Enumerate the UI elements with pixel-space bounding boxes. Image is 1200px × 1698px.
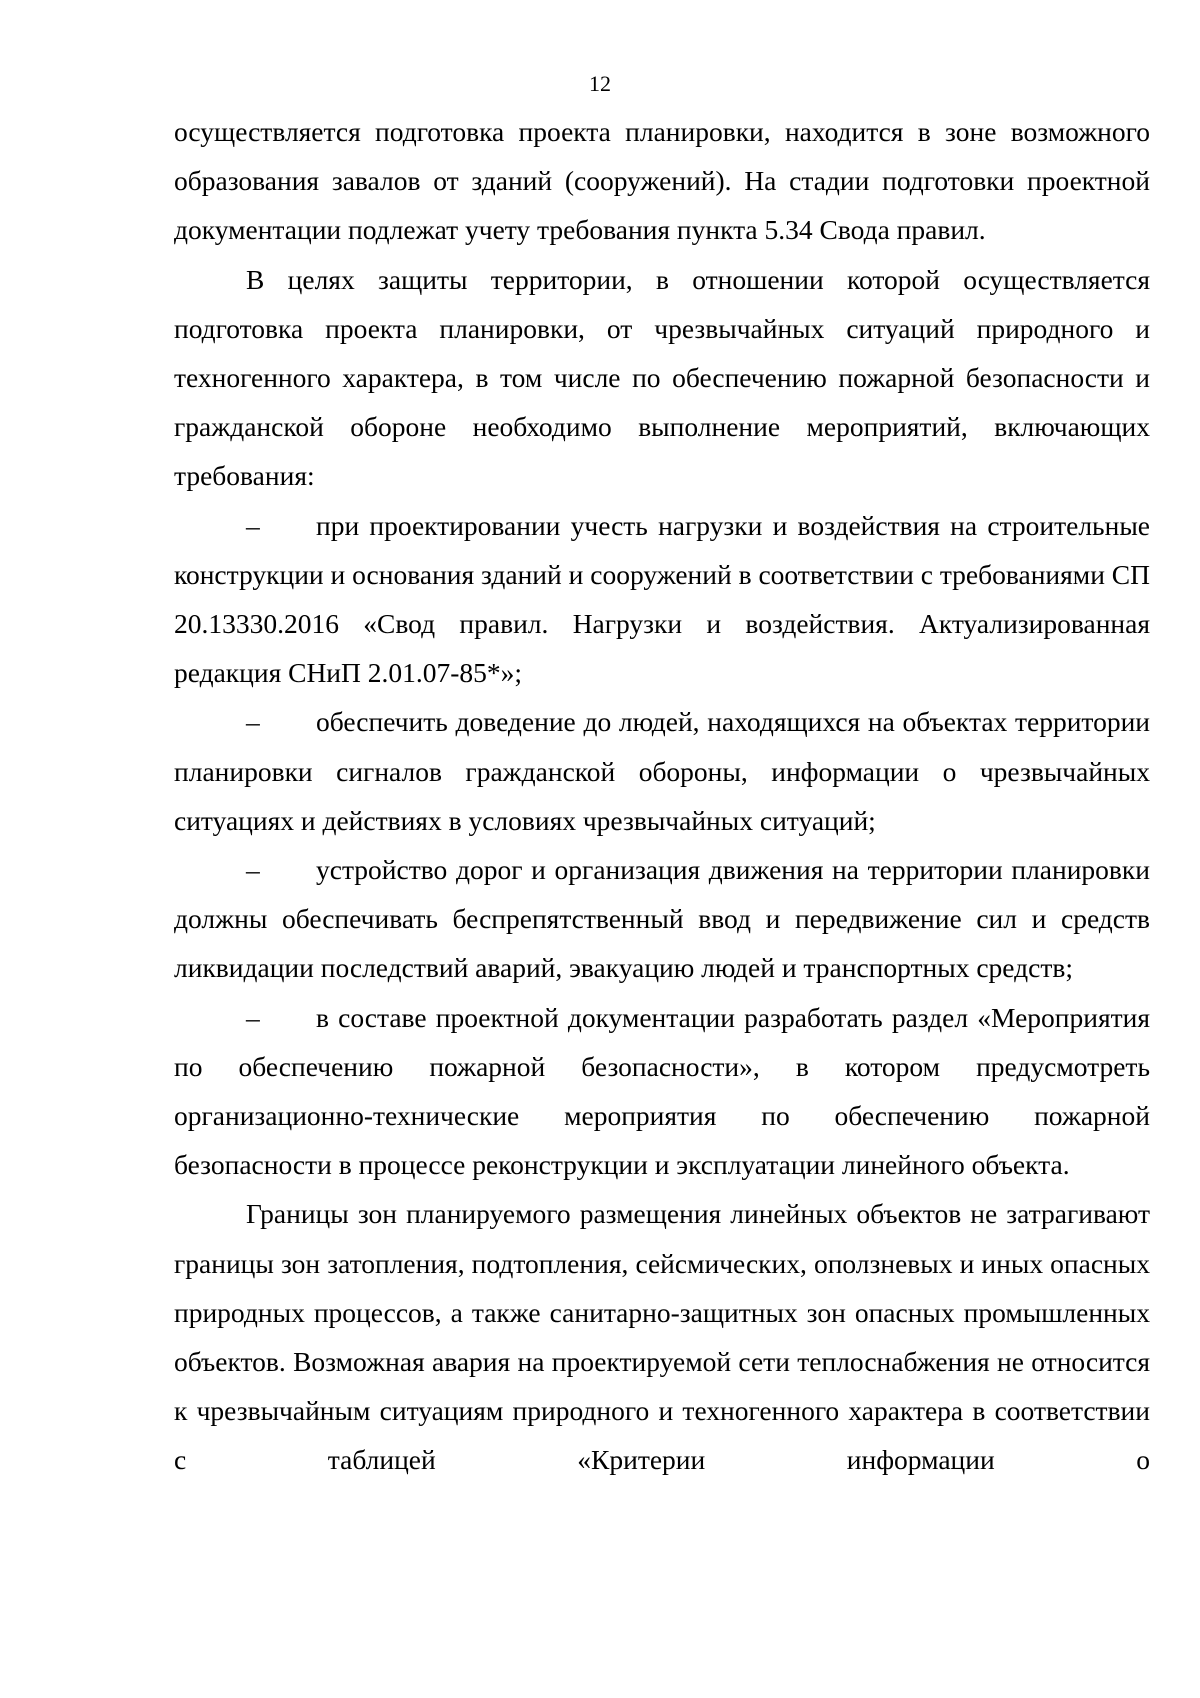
- list-item-signals: [174, 697, 1150, 845]
- list-item-text: при проектировании учесть нагрузки и воздействия на строительные конструкции и основания зданий и сооружений в соответствии с требованиями СП 20.13330.2016 «Свод правил. Нагрузки и воздействия. Актуализированная редакция СНиП 2.01.07-85*»;: [174, 509, 1150, 689]
- list-dash: –: [246, 509, 260, 541]
- list-item-fire-safety: [174, 993, 1150, 1190]
- page-number: 12: [589, 71, 611, 96]
- list-dash: –: [246, 706, 260, 738]
- list-item-roads: [174, 845, 1150, 993]
- paragraph-protection-measures: В целях защиты территории, в отношении которой осуществляется подготовка проекта планировки, от чрезвычайных ситуаций природного и техногенного характера, в том числе по обеспечению пожарной безопасности и гражданской обороне необходимо выполнение мероприятий, включающих требования:: [174, 263, 1150, 492]
- list-item-text: обеспечить доведение до людей, находящихся на объектах территории планировки сигналов гражданской обороны, информации о чрезвычайных ситуациях и действиях в условиях чрезвычайных ситуаций;: [174, 706, 1150, 836]
- list-dash: –: [246, 854, 260, 886]
- list-item-text: в составе проектной документации разработать раздел «Мероприятия по обеспечению пожарной безопасности», в котором предусмотреть организационно-технические мероприятия по обеспечению пожарной безопасности в процессе реконструкции и эксплуатации линейного объекта.: [174, 1001, 1150, 1181]
- paragraph-continuation: осуществляется подготовка проекта планировки, находится в зоне возможного образования завалов от зданий (сооружений). На стадии подготовки проектной документации подлежат учету требования пункта 5.34 Свода правил.: [174, 116, 1150, 246]
- document-body: [174, 107, 1150, 1485]
- list-dash: –: [246, 1001, 260, 1033]
- list-item-loads: [174, 501, 1150, 698]
- paragraph-zone-boundaries: Границы зон планируемого размещения линейных объектов не затрагивают границы зон затопления, подтопления, сейсмических, оползневых и иных опасных природных процессов, а также санитарно-защитных зон опасных промышленных объектов. Возможная авария на проектируемой сети теплоснабжения не относится к чрезвычайным ситуациям природного и техногенного характера в соответствии с таблицей «Критерии информации о: [174, 1198, 1150, 1476]
- list-item-text: устройство дорог и организация движения на территории планировки должны обеспечивать беспрепятственный ввод и передвижение сил и средств ликвидации последствий аварий, эвакуацию людей и транспортных средств;: [174, 854, 1150, 984]
